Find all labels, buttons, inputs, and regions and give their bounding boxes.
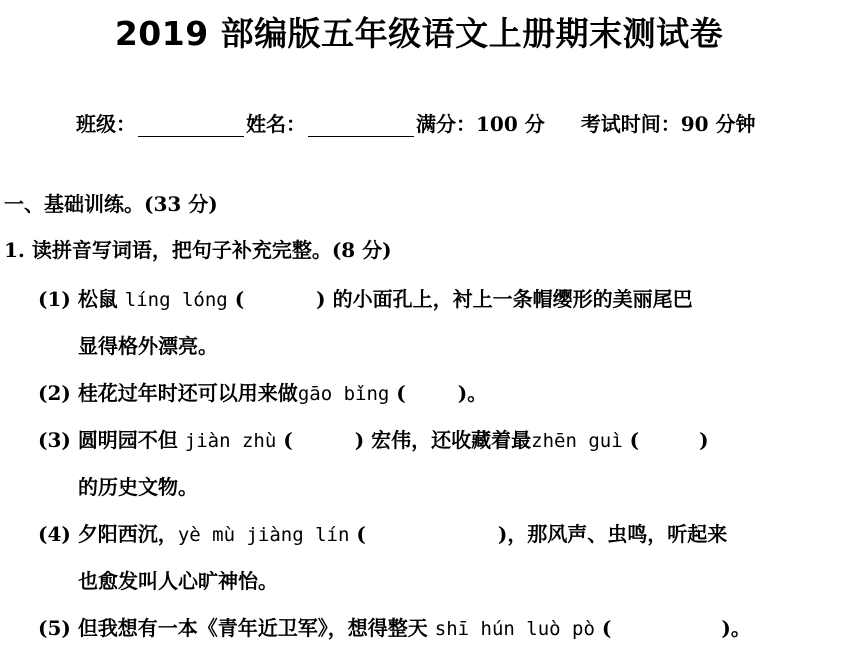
pinyin-prompt: yè mù jiàng lín [177, 524, 350, 546]
item-text: 夕阳西沉， [77, 522, 178, 546]
question-item-4 [38, 518, 727, 547]
answer-close-paren: ) [316, 287, 326, 311]
answer-close-paren: )。 [721, 616, 751, 640]
answer-close-paren: ) [699, 428, 709, 452]
question-item-5 [38, 612, 751, 641]
answer-open-paren: ( [356, 522, 366, 546]
answer-open-paren: ( [629, 428, 640, 452]
pinyin-prompt: gāo bǐng [297, 383, 390, 405]
question-item-2 [38, 377, 487, 406]
item-text: 的小面孔上，衬上一条帽缨形的美丽尾巴 [332, 287, 693, 311]
answer-close-paren: ) [354, 428, 365, 452]
item-text: 宏伟，还收藏着最 [371, 428, 532, 452]
item-text: 桂花过年时还可以用来做 [77, 381, 298, 405]
question-item-1-continued: 显得格外漂亮。 [78, 334, 218, 358]
question-item-3-continued: 的历史文物。 [78, 475, 198, 499]
answer-close-paren: ) [497, 522, 508, 546]
item-text: 但我想有一本《青年近卫军》，想得整天 [77, 616, 428, 640]
answer-open-paren: ( [234, 287, 245, 311]
item-text: ，那风声、虫鸣，听起来 [507, 522, 728, 546]
class-blank[interactable] [138, 114, 244, 137]
name-blank[interactable] [308, 114, 414, 137]
pinyin-prompt: zhēn guì [531, 430, 623, 452]
question-heading: 1. 读拼音写词语，把句子补充完整。(8 分) [4, 238, 392, 262]
item-number: (3) [38, 428, 71, 452]
pinyin-prompt: jiàn zhù [184, 430, 277, 452]
question-item-4-continued: 也愈发叫人心旷神怡。 [78, 569, 278, 593]
page-title: 2019 部编版五年级语文上册期末测试卷 [114, 14, 724, 53]
student-info-row [76, 108, 756, 137]
score-label: 满分：100 分 [416, 112, 545, 136]
name-label: 姓名： [246, 112, 306, 136]
item-number: (2) [38, 381, 71, 405]
item-number: (4) [38, 522, 71, 546]
time-label: 考试时间：90 分钟 [580, 112, 756, 136]
question-item-3 [38, 424, 709, 453]
item-text: 圆明园不但 [77, 428, 178, 452]
item-number: (1) [38, 287, 71, 311]
item-text: 松鼠 [77, 287, 118, 311]
pinyin-prompt: líng lóng [124, 289, 228, 311]
answer-open-paren: ( [283, 428, 293, 452]
answer-open-paren: ( [601, 616, 612, 640]
class-label: 班级： [76, 112, 136, 136]
answer-open-paren: ( [396, 381, 406, 405]
answer-close-paren: )。 [457, 381, 488, 405]
item-number: (5) [38, 616, 71, 640]
question-item-1 [38, 283, 693, 312]
section-heading: 一、基础训练。(33 分) [4, 192, 218, 216]
pinyin-prompt: shī hún luò pò [434, 618, 595, 640]
